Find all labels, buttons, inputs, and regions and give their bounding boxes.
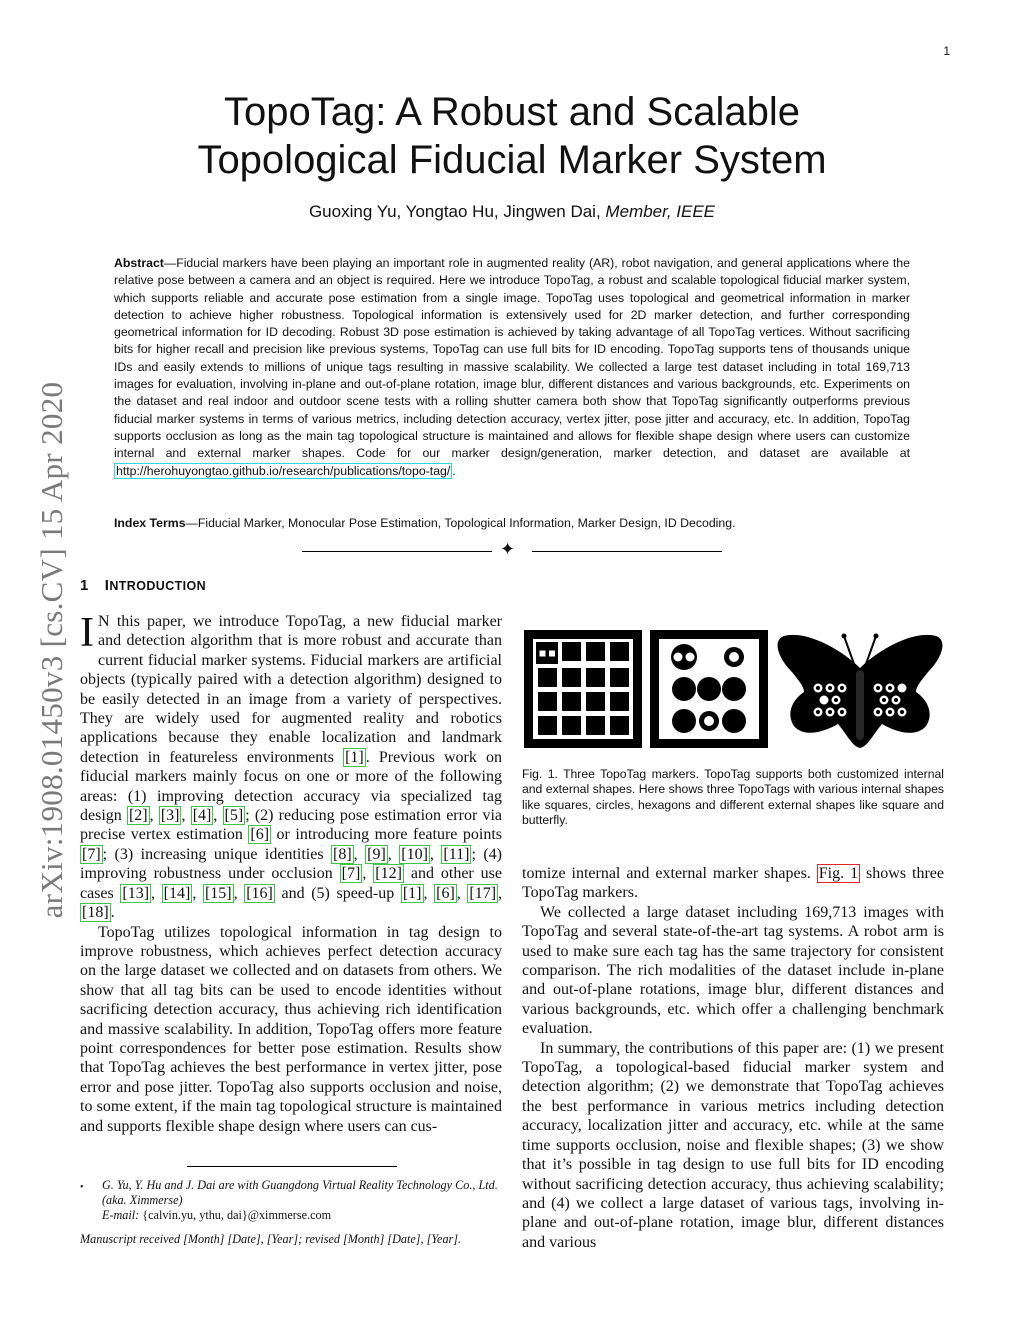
- citation-link[interactable]: [16]: [246, 884, 273, 902]
- index-terms-text: —Fiducial Marker, Monocular Pose Estimation, Topological Information, Marker Design, ID Decoding.: [185, 516, 736, 530]
- arxiv-side-identifier: [22, 350, 82, 950]
- footnote-email-label: E-mail:: [102, 1208, 143, 1222]
- intro-text-b: . Previous work on fiducial markers mainly focus on one or more of the following areas: (1) improving detection accuracy via specialized tag design: [80, 748, 502, 825]
- right-text-a: tomize internal and external marker shapes.: [522, 865, 817, 882]
- paper-title: [160, 88, 864, 184]
- citation-link[interactable]: [18]: [82, 904, 109, 922]
- figure-caption: Fig. 1. Three TopoTag markers. TopoTag supports both customized internal and external shapes. Here shows three TopoTags with various internal shapes like squares, circles, hexagons and different external shapes like square and butterfly.: [522, 767, 944, 828]
- footnote-bullet-icon: •: [80, 1182, 84, 1193]
- intro-lead: N: [98, 613, 110, 630]
- intro-paragraph-1: I N this paper, we introduce TopoTag, a new fiducial marker and detection algorithm that is more robust and accurate than current fiducial marker systems. Fiducial markers are artificial objects (typically paired with a detection algorithm) designed to be easily detected in an image from a variety of perspectives. They are widely used for augmented reality and robotics applications because they enable localization and landmark detection in featureless environments [1] . Previous work on fiducial markers mainly focus on one or more of the following areas: (1) improving detection accuracy via specialized tag design [2] , [3] , [4] , [5] ; (2) reducing pose estimation error via precise vertex estimation [6] or introducing more feature points [7] ; (3) increasing unique identities [8] , [9] , [10] , [11] ; (4) improving robustness under occlusion [7] , [12] and other use cases [13] , [14] , [15] , [16] and (5) speed-up [1] , [6] , [17] , [18] .: [80, 610, 503, 922]
- citation-link[interactable]: [6]: [436, 884, 455, 902]
- section-title-first: I: [104, 577, 110, 594]
- section-heading: [80, 577, 480, 594]
- title-line-2: Topological Fiducial Marker System: [197, 138, 827, 182]
- author-list: [160, 202, 864, 222]
- right-paragraph-2: We collected a large dataset including 169,713 images with TopoTag and several state-of-the-art tag systems. A robot arm is used to make sure each tag has the same trajectory for consistent comparison. The rich modalities of the dataset include in-plane and out-of-plane rotations, image blur, different distances and various backgrounds, etc. which offer a challenging benchmark evaluation.: [522, 903, 944, 1038]
- footnote-email: {calvin.yu, ythu, dai}@ximmerse.com: [142, 1208, 332, 1222]
- citation-link[interactable]: [17]: [469, 884, 497, 902]
- citation-link[interactable]: [10]: [401, 845, 428, 863]
- intro-text-d: or introducing more feature points: [271, 826, 502, 844]
- citation-link[interactable]: [15]: [204, 884, 232, 902]
- divider-star-icon: ✦: [500, 539, 516, 559]
- dropcap: I: [80, 610, 94, 656]
- abstract-end: .: [452, 463, 456, 478]
- author-names: Guoxing Yu, Yongtao Hu, Jingwen Dai,: [308, 202, 606, 221]
- citation-link[interactable]: [5]: [224, 807, 244, 825]
- right-paragraph-1: [522, 864, 944, 903]
- index-terms: [114, 516, 910, 530]
- intro-text-c: ; (2) reducing pose estimation error via precise vertex estimation: [80, 807, 503, 844]
- intro-paragraph-2: TopoTag utilizes topological information in tag design to improve robustness, which achieves perfect detection accuracy on the large dataset we collected and on datasets from others. We show that all tag bits can be used to encode identities without sacrificing detection accuracy, thus achieving rich identification and massive scalability. In addition, TopoTag offers more feature point correspondences for better pose estimation. Results show that TopoTag achieves the best performance in vertex jitter, pose error and pose jitter. TopoTag also supports occlusion and noise, to some extent, if the main tag topological structure is maintained and supports flexible shape design where users can cus-: [80, 923, 502, 1135]
- footnote-affiliation: G. Yu, Y. Hu and J. Dai are with Guangdong Virtual Reality Technology Co., Ltd. (aka. Ximmerse): [102, 1178, 498, 1207]
- divider-line-right: [532, 551, 722, 552]
- arxiv-id-text: arXiv:1908.01450v3 [cs.CV] 15 Apr 2020: [34, 381, 69, 919]
- manuscript-note: Manuscript received [Month] [Date], [Year]; revised [Month] [Date], [Year].: [80, 1232, 462, 1246]
- citation-link[interactable]: [12]: [375, 865, 402, 883]
- citation-link[interactable]: [6]: [250, 826, 270, 844]
- citation-link[interactable]: [11]: [443, 845, 470, 863]
- citation-link[interactable]: [7]: [82, 845, 101, 863]
- abstract-text: —Fiducial markers have been playing an important role in augmented reality (AR), robot navigation, and general applications where the relative pose between a camera and an object is required. Here we introduce TopoTag, a robust and scalable topological fiducial marker system, which supports reliable and accurate pose estimation from a single image. TopoTag uses topological and geometrical information in marker detection to achieve higher robustness. Topological information is extensively used for 2D marker detection, and further corresponding geometrical information for ID decoding. Robust 3D pose estimation is achieved by taking advantage of all TopoTag vertices. Without sacrificing bits for higher recall and precision like previous systems, TopoTag can use full bits for ID encoding. TopoTag supports tens of thousands unique IDs and easily extends to millions of unique tags resulting in massive scalability. We collected a large test dataset including in total 169,713 images for evaluation, involving in-plane and out-of-plane rotation, image blur, different distances and various backgrounds, etc. Experiments on the dataset and real indoor and outdoor scene tests with a rolling shutter camera both show that TopoTag significantly outperforms previous fiducial marker systems in terms of various metrics, including detection accuracy, vertex jitter, pose jitter and accuracy, etc. In addition, TopoTag supports occlusion as long as the main tag topological structure is maintained and allows for flexible shape design where users can customize internal and external marker shapes. Code for our marker design/generation, marker detection, and dataset are available at: [114, 256, 910, 461]
- intro-text-end: .: [110, 904, 115, 922]
- section-divider: [302, 541, 722, 561]
- butterfly-topotag-marker: [778, 634, 943, 749]
- page-number: 1: [943, 44, 950, 58]
- figure-1-topotag-markers: [522, 628, 946, 752]
- citation-link[interactable]: [2]: [128, 807, 148, 825]
- intro-text-e: ; (3) increasing unique identities: [102, 845, 332, 863]
- intro-text-h: and (5) speed-up: [274, 884, 401, 902]
- author-role: Member, IEEE: [605, 202, 716, 221]
- abstract-label: Abstract: [114, 256, 164, 270]
- abstract: [114, 255, 910, 480]
- author-footnote: [80, 1178, 502, 1223]
- citation-link[interactable]: [9]: [367, 845, 386, 863]
- footnote-rule: [187, 1166, 397, 1167]
- section-number: 1: [80, 577, 89, 594]
- citation-link[interactable]: [1]: [402, 884, 422, 902]
- square-topotag-marker: [524, 630, 642, 748]
- citation-link[interactable]: [4]: [192, 807, 212, 825]
- figure-ref-link[interactable]: Fig. 1: [818, 865, 859, 882]
- right-text-b: shows three TopoTag markers.: [522, 865, 945, 902]
- left-column: [80, 612, 502, 1136]
- divider-line-left: [302, 551, 492, 552]
- section-title-rest: NTRODUCTION: [109, 579, 207, 593]
- citation-link[interactable]: [14]: [163, 884, 191, 902]
- citation-link[interactable]: [3]: [160, 807, 180, 825]
- circle-topotag-marker: [650, 630, 768, 748]
- citation-link[interactable]: [8]: [333, 845, 352, 863]
- right-column: [522, 864, 944, 1252]
- intro-text-g: and other use cases: [80, 865, 503, 902]
- intro-text-a: this paper, we introduce TopoTag, a new fiducial marker and detection algorithm that is more robust and accurate than current fiducial marker systems. Fiducial markers are artificial objects (typically paired with a detection algorithm) designed to be easily detected in an image from a variety of perspectives. They are widely used for augmented reality and robotics applications because they enable localization and landmark detection in featureless environments: [80, 613, 502, 766]
- right-paragraph-3: In summary, the contributions of this paper are: (1) we present TopoTag, a topological-based fiducial marker system and detection algorithm; (2) we demonstrate that TopoTag achieves the best performance in various metrics including detection accuracy, localization jitter and accuracy, etc. while at the same time supports occlusion, noise and flexible shapes; (3) we show that it’s possible in tag design to use full bits for ID encoding without sacrificing detection accuracy, thus achieving scalability; and (4) we collect a large dataset of various tags, involving in-plane and out-of-plane rotation, image blur, different distances and various: [522, 1039, 944, 1251]
- citation-link[interactable]: [7]: [341, 865, 361, 883]
- title-line-1: TopoTag: A Robust and Scalable: [224, 90, 800, 134]
- index-terms-label: Index Terms: [114, 516, 186, 530]
- intro-text-f: ; (4) improving robustness under occlusion: [80, 845, 503, 883]
- code-link[interactable]: http://herohuyongtao.github.io/research/publications/topo-tag/: [116, 463, 451, 478]
- citation-link[interactable]: [13]: [122, 884, 150, 902]
- citation-link[interactable]: [1]: [345, 748, 364, 766]
